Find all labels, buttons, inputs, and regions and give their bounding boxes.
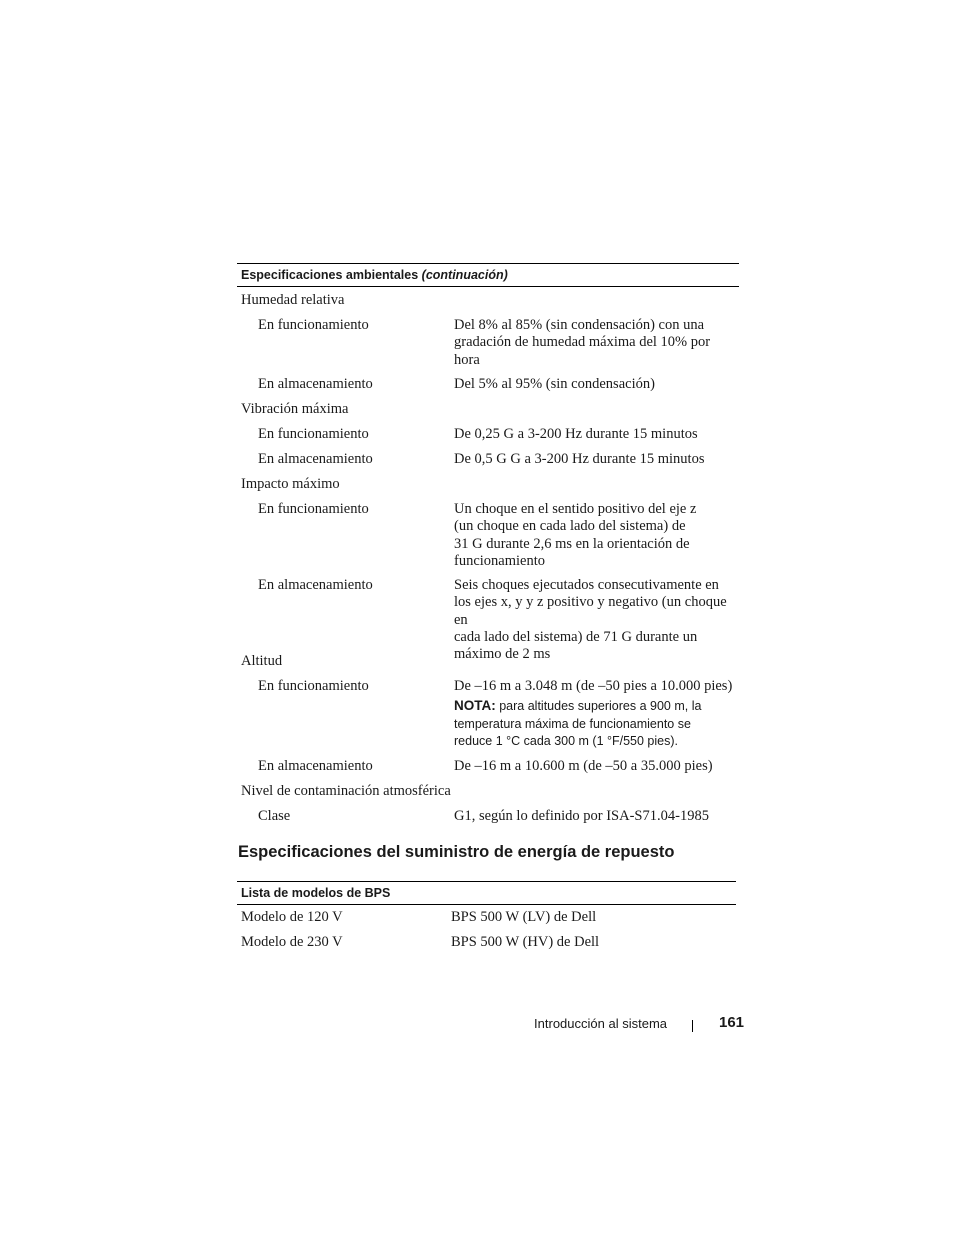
value-line: funcionamiento [454,552,546,569]
table-title-suffix: (continuación) [421,268,508,282]
value-line: hora [454,351,480,368]
category-shock: Impacto máximo [241,476,340,492]
category-altitude: Altitud [241,653,283,669]
row-value [454,577,739,663]
category-contamination: Nivel de contaminación atmosférica [241,783,451,799]
value-line: máximo de 2 ms [454,646,551,663]
value-line: Del 8% al 85% (sin condensación) con una [454,317,705,333]
value-line: Un choque en el sentido positivo del eje z [454,501,697,517]
page-number: 161 [719,1014,745,1031]
bps-model-label: Modelo de 120 V [241,909,343,925]
footer-chapter-title: Introducción al sistema [534,1016,667,1031]
page-footer [0,1014,954,1034]
bps-model-table [237,881,736,950]
note-line: temperatura máxima de funcionamiento se [454,716,691,731]
value-line: cada lado del sistema) de 71 G durante un [454,628,698,645]
row-label: En funcionamiento [258,678,369,694]
row-value: Del 5% al 95% (sin condensación) [454,376,655,392]
row-label: Clase [258,808,291,824]
bps-model-value: BPS 500 W (LV) de Dell [451,909,597,925]
note-line: reduce 1 °C cada 300 m (1 °F/550 pies). [454,734,678,748]
row-value: De –16 m a 3.048 m (de –50 pies a 10.000 pies) [454,678,733,694]
section-heading: Especificaciones del suministro de energía de repuesto [238,843,675,861]
table-header [237,881,736,905]
row-label: En funcionamiento [258,426,369,442]
row-label: En funcionamiento [258,317,369,333]
row-label: En funcionamiento [258,501,369,517]
note-label: NOTA: [454,698,496,713]
row-label: En almacenamiento [258,577,373,593]
value-line: 31 G durante 2,6 ms en la orientación de [454,535,690,552]
value-line: (un choque en cada lado del sistema) de [454,518,686,535]
note-text: para altitudes superiores a 900 m, la [499,699,702,713]
note-line [454,697,739,716]
table-header [237,263,739,287]
row-value: De 0,5 G G a 3-200 Hz durante 15 minutos [454,451,705,467]
table-title: Lista de modelos de BPS [241,886,391,900]
row-value [454,501,739,570]
value-line: Seis choques ejecutados consecutivamente en [454,577,719,593]
category-vibration: Vibración máxima [241,401,349,417]
value-line: gradación de humedad máxima del 10% por [454,334,711,351]
row-value: De 0,25 G a 3-200 Hz durante 15 minutos [454,426,698,442]
row-value [454,317,739,369]
row-label: En almacenamiento [258,758,373,774]
value-line: los ejes x, y y z positivo y negativo (un choque en [454,594,727,628]
table-title: Especificaciones ambientales [241,268,419,282]
row-label: En almacenamiento [258,376,373,392]
category-humidity: Humedad relativa [241,292,345,308]
bps-model-value: BPS 500 W (HV) de Dell [451,934,600,950]
row-value: De –16 m a 10.600 m (de –50 a 35.000 pies) [454,758,713,774]
environmental-spec-table [237,263,739,824]
note [454,697,739,751]
footer-separator [692,1020,693,1032]
bps-model-label: Modelo de 230 V [241,934,343,950]
row-label: En almacenamiento [258,451,373,467]
row-value: G1, según lo definido por ISA-S71.04-1985 [454,808,709,824]
